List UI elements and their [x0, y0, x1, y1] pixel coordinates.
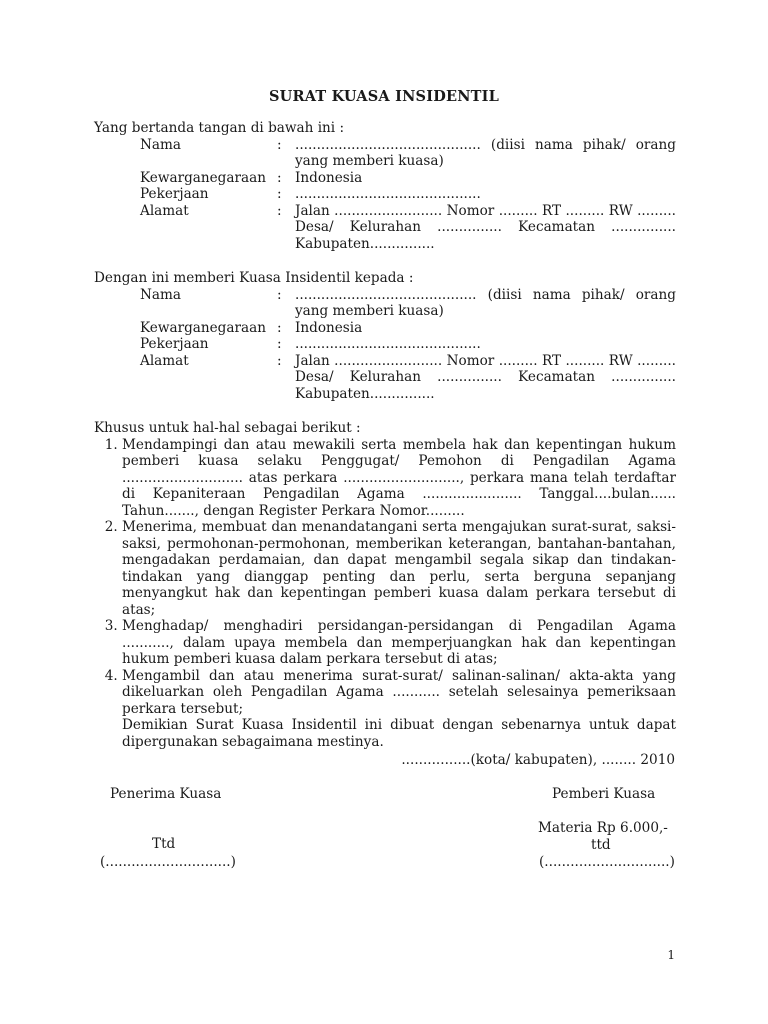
field-value: Jalan ......................... Nomor ......... RT ......... RW ......... Desa/ Kelurahan ............... Kecamatan ............... Kabupaten...............	[295, 352, 676, 402]
grantor-role: Pemberi Kuasa	[552, 786, 656, 802]
grantor-section	[94, 120, 676, 252]
field-colon: :	[277, 169, 282, 186]
grantor-heading: Yang bertanda tangan di bawah ini :	[94, 120, 345, 136]
field-colon: :	[277, 286, 282, 303]
grantee-name-line: (.............................)	[100, 854, 236, 870]
field-row	[140, 170, 676, 187]
grantor-ttd: ttd	[591, 837, 611, 853]
stamp-duty: Materia Rp 6.000,-	[538, 820, 668, 836]
scope-heading: Khusus untuk hal-hal sebagai berikut :	[94, 420, 361, 436]
field-colon: :	[277, 186, 282, 202]
field-colon: :	[277, 136, 282, 153]
grantee-ttd: Ttd	[152, 836, 176, 852]
field-row	[140, 137, 676, 170]
page-number: 1	[667, 948, 675, 962]
field-value: ........................................... (diisi nama pihak/ orang yang memberi kuasa)	[295, 136, 676, 169]
field-colon: :	[277, 352, 282, 369]
document-title: SURAT KUASA INSIDENTIL	[268, 88, 500, 105]
field-value: ...........................................	[295, 336, 481, 352]
field-row	[140, 320, 676, 337]
scope-list	[94, 437, 676, 718]
list-item: 2. Menerima, membuat dan menandatangani serta mengajukan surat-surat, saksi-saksi, permohonan-permohonan, memberikan keterangan, bantahan-bantahan, mengadakan perdamaian, dan dapat mengambil segala sikap dan tindakan-tindakan yang dianggap penting dan perlu, serta berguna sepanjang menyangkut hak dan kepentingan pemberi kuasa dalam perkara tersebut di atas;	[122, 519, 676, 618]
grantee-fields	[140, 287, 676, 403]
field-label: Nama	[140, 286, 181, 303]
grantee-heading: Dengan ini memberi Kuasa Insidentil kepada :	[94, 270, 414, 286]
grantee-role: Penerima Kuasa	[110, 786, 222, 802]
field-row	[140, 203, 676, 253]
field-label: Alamat	[140, 202, 189, 219]
field-value: ...........................................	[295, 186, 481, 202]
field-colon: :	[277, 319, 282, 336]
list-item: 1. Mendampingi dan atau mewakili serta membela hak dan kepentingan hukum pemberi kuasa selaku Penggugat/ Pemohon di Pengadilan Agama ............................ atas perkara ..........................., perkara mana telah terdaftar di Kepaniteraan Pengadilan Agama ....................... Tanggal....bulan...... Tahun......., dengan Register Perkara Nomor.........	[122, 437, 676, 520]
field-value: Jalan ......................... Nomor ......... RT ......... RW ......... Desa/ Kelurahan ............... Kecamatan ............... Kabupaten...............	[295, 202, 676, 252]
scope-section	[94, 420, 676, 750]
field-row	[140, 186, 676, 203]
field-row	[140, 336, 676, 353]
field-value: Indonesia	[295, 169, 363, 186]
field-label: Pekerjaan	[140, 186, 209, 202]
field-value: Indonesia	[295, 319, 363, 336]
list-item: 3. Menghadap/ menghadiri persidangan-persidangan di Pengadilan Agama ..........., dalam upaya membela dan memperjuangkan hak dan kepentingan hukum pemberi kuasa dalam perkara tersebut di atas;	[122, 618, 676, 668]
field-label: Kewarganegaraan	[140, 319, 266, 336]
list-item: 4. Mengambil dan atau menerima surat-surat/ salinan-salinan/ akta-akta yang dikeluarkan oleh Pengadilan Agama ........... setelah selesainya pemeriksaan perkara tersebut;	[122, 668, 676, 718]
field-colon: :	[277, 336, 282, 352]
field-label: Pekerjaan	[140, 336, 209, 352]
field-label: Nama	[140, 136, 181, 153]
field-colon: :	[277, 202, 282, 219]
place-date: ................(kota/ kabupaten), ........ 2010	[401, 752, 675, 768]
grantor-fields	[140, 137, 676, 253]
field-value: .......................................... (diisi nama pihak/ orang yang memberi kuasa)	[295, 286, 676, 319]
grantee-section	[94, 270, 676, 402]
closing-statement: Demikian Surat Kuasa Insidentil ini dibuat dengan sebenarnya untuk dapat dipergunakan sebagaimana mestinya.	[122, 717, 676, 750]
field-label: Kewarganegaraan	[140, 169, 266, 186]
grantor-name-line: (.............................)	[539, 854, 675, 870]
field-label: Alamat	[140, 352, 189, 369]
field-row	[140, 353, 676, 403]
field-row	[140, 287, 676, 320]
